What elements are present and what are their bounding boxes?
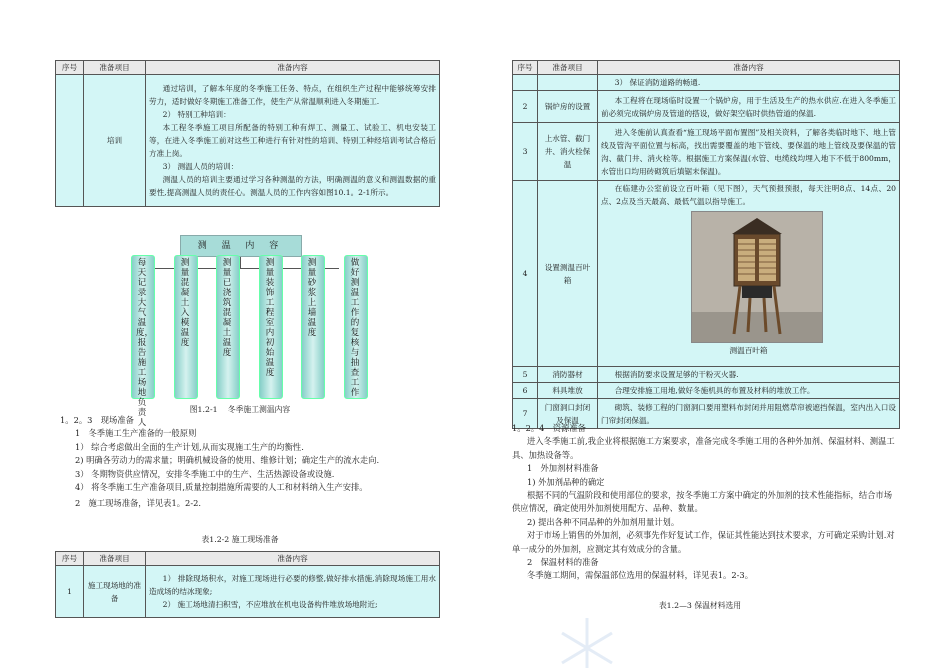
paragraph: 2 施工现场准备，详见表1。2-2. — [74, 498, 202, 509]
diagram-column-label: 测量装饰工程室内初始温度 — [265, 258, 275, 378]
row-item: 消防器材 — [538, 367, 598, 383]
content-line: 在临建办公室前设立百叶箱（见下图），天气预报预报，每天注明8点、14点、20点、2点及当天最高、最低气温以指导施工。 — [601, 184, 896, 206]
paragraph: 1 冬季施工生产准备的一般原则 — [74, 428, 197, 439]
thermometer-shelter-icon — [692, 212, 822, 342]
row-content — [598, 123, 900, 181]
paragraph: 根据不同的气温阶段和使用部位的要求，按冬季施工方案中确定的外加剂的技术性能指标，结合市场供应情况，确定使用外加剂使用配方、品种、数量。 — [512, 490, 893, 514]
right-body-text — [512, 422, 900, 583]
row-content — [598, 367, 900, 383]
row-content — [146, 566, 440, 618]
row-content — [146, 75, 440, 207]
row-content — [598, 383, 900, 399]
content-line: 合理安排施工用地,做好冬施机具的布置及材料的堆放工作。 — [614, 386, 815, 395]
content-line: 本工程将在现场临时设置一个锅炉房，用于生活及生产的热水供应.在进入冬季施工前必须完成锅炉房及管道的搭设，做好架空临时供热管道的保温. — [601, 95, 896, 118]
row-item — [538, 75, 598, 91]
paragraph: 3） 冬期物资供应情况，安排冬季施工中的生产、生活热源设备或设施. — [74, 468, 335, 479]
photo-caption: 测温百叶箱 — [729, 346, 768, 355]
paragraph: 1 外加剂材料准备 — [526, 463, 599, 474]
col-header-content: 准备内容 — [598, 61, 900, 75]
paragraph: 进入冬季施工前,我企业将根据施工方案要求，准备完成冬季施工用的各种外加剂、保温材料、测温工具、加热设备等。 — [512, 436, 895, 460]
site-prep-table — [55, 551, 440, 618]
col-header-no: 序号 — [513, 61, 538, 75]
diagram-header: 测 温 内 容 — [180, 235, 302, 257]
row-item: 锅炉房的设置 — [538, 91, 598, 123]
content-line: 测温人员的培训主要通过学习各种测温的方法，明确测温的意义和测温数据的重要性,提高测温人员的责任心。测温人员的工作内容如图10.1。2-1所示。 — [149, 175, 436, 197]
snowflake-watermark-icon — [527, 608, 647, 668]
content-line: 根据消防要求设置足够的干粉灭火器. — [614, 370, 739, 379]
content-line: 进入冬施前认真查看“施工现场平面布置图”及相关资料，了解各类临时地下、地上管线及管沟平面位置与标高，找出需要覆盖的地下管线、要保温的地上管线及要保温的管沟、截门井、消火栓等。根据施工方案保温(水管、电缆线均埋入地下不低于800mm，水管出口均用砖砌筑后填锯末保温)。 — [601, 127, 896, 176]
paragraph: 2) 明确各劳动力的需求量；明确机械设备的使用、维修计划；确定生产的流水走向. — [74, 455, 380, 466]
content-line: 通过培训，了解本年度的冬季施工任务、特点，在组织生产过程中能够统筹安排劳力，适时做好冬期施工准备工作，使生产从常温顺利进入冬期施工. — [149, 84, 436, 106]
col-header-item: 准备项目 — [84, 61, 146, 75]
paragraph: 2 保温材料的准备 — [526, 557, 599, 568]
row-no: 3 — [513, 123, 538, 181]
row-no: 6 — [513, 383, 538, 399]
diagram-column-label: 做好测温工作的复核与抽查工作 — [350, 258, 360, 398]
row-item: 上水管、截门井、消火栓保温 — [538, 123, 598, 181]
paragraph: 冬季施工期间，需保温部位选用的保温材料，详见表1。2-3。 — [526, 570, 754, 581]
content-line: 本工程冬季施工项目所配备的特别工种有焊工、测量工、试验工、机电安装工等，在进入冬季施工前对这些工种进行有针对性的培训、特别工种经培训考试合格后方准上岗。 — [149, 123, 436, 158]
col-header-content: 准备内容 — [146, 552, 440, 566]
left-body-text — [60, 414, 438, 511]
col-header-content: 准备内容 — [146, 61, 440, 75]
table-caption: 表1.2—3 保温材料选用 — [658, 601, 742, 610]
content-line: 3） 保证消防道路的畅通. — [614, 78, 701, 87]
content-line: 2） 特别工种培训： — [162, 110, 231, 119]
row-no — [513, 75, 538, 91]
content-line: 3） 测温人员的培训： — [162, 162, 239, 171]
watermark — [527, 608, 950, 672]
content-line: 砌筑、装修工程的门窗洞口要用塑料布封闭并用阻燃草帘被遮挡保温，室内出入口设门帘封闭保温。 — [601, 402, 896, 425]
prep-table-continued — [512, 60, 900, 429]
row-content — [598, 181, 900, 367]
row-item: 料具堆放 — [538, 383, 598, 399]
content-line: 2） 施工场地清扫积雪，不应堆放在机电设备构件堆放场地附近; — [162, 600, 378, 609]
section-heading: 1。2。4 资源准备 — [512, 423, 586, 433]
paragraph: 1） 综合考虑做出全面的生产计划,从而实现施工生产的均衡性. — [74, 441, 304, 452]
table-caption: 表1.2-2 施工现场准备 — [201, 535, 279, 544]
col-header-no: 序号 — [56, 552, 84, 566]
col-header-no: 序号 — [56, 61, 84, 75]
paragraph: 1) 外加剂品种的确定 — [526, 476, 605, 487]
row-content — [598, 91, 900, 123]
row-no: 1 — [56, 566, 84, 618]
row-no — [56, 75, 84, 207]
paragraph: 对于市场上销售的外加剂，必须事先作好复试工作，保证其性能达到技术要求，方可确定采购计划.对单一成分的外加剂，应测定其有效成分的含量。 — [512, 530, 895, 554]
row-no: 5 — [513, 367, 538, 383]
row-no: 2 — [513, 91, 538, 123]
figure-caption: 图1.2-1 冬季施工测温内容 — [189, 405, 291, 414]
section-heading: 1。2。3 现场准备 — [60, 415, 134, 425]
row-item: 设置测温百叶箱 — [538, 181, 598, 367]
training-table — [55, 60, 440, 207]
diagram-column-label: 每天记录大气温度，报告施工场地负责人 — [136, 258, 154, 428]
col-header-item: 准备项目 — [538, 61, 598, 75]
row-content — [598, 75, 900, 91]
row-item: 门窗洞口封闭及保温 — [538, 399, 598, 429]
row-no: 4 — [513, 181, 538, 367]
paragraph: 4） 将冬季施工生产准备项目,质量控制措施所需要的人工和材料纳入生产安排。 — [74, 482, 368, 493]
diagram-column-label: 测量混凝土入模温度 — [180, 258, 190, 348]
col-header-item: 准备项目 — [84, 552, 146, 566]
row-no: 7 — [513, 399, 538, 429]
diagram-column-label: 测量已浇筑混凝土温度 — [222, 258, 232, 358]
row-item: 培训 — [84, 75, 146, 207]
diagram-column-label: 测量砂浆上墙温度 — [307, 258, 317, 338]
content-line: 1） 排除现场积水，对施工现场进行必要的修整,做好排水措施,消除现场施工用水造成场的结冰现象; — [149, 574, 436, 596]
thermometer-shelter-photo — [691, 211, 823, 343]
row-item: 施工现场地的准备 — [84, 566, 146, 618]
photo-area — [601, 211, 896, 343]
paragraph: 2) 提出各种不同品种的外加剂用量计划。 — [526, 516, 680, 527]
